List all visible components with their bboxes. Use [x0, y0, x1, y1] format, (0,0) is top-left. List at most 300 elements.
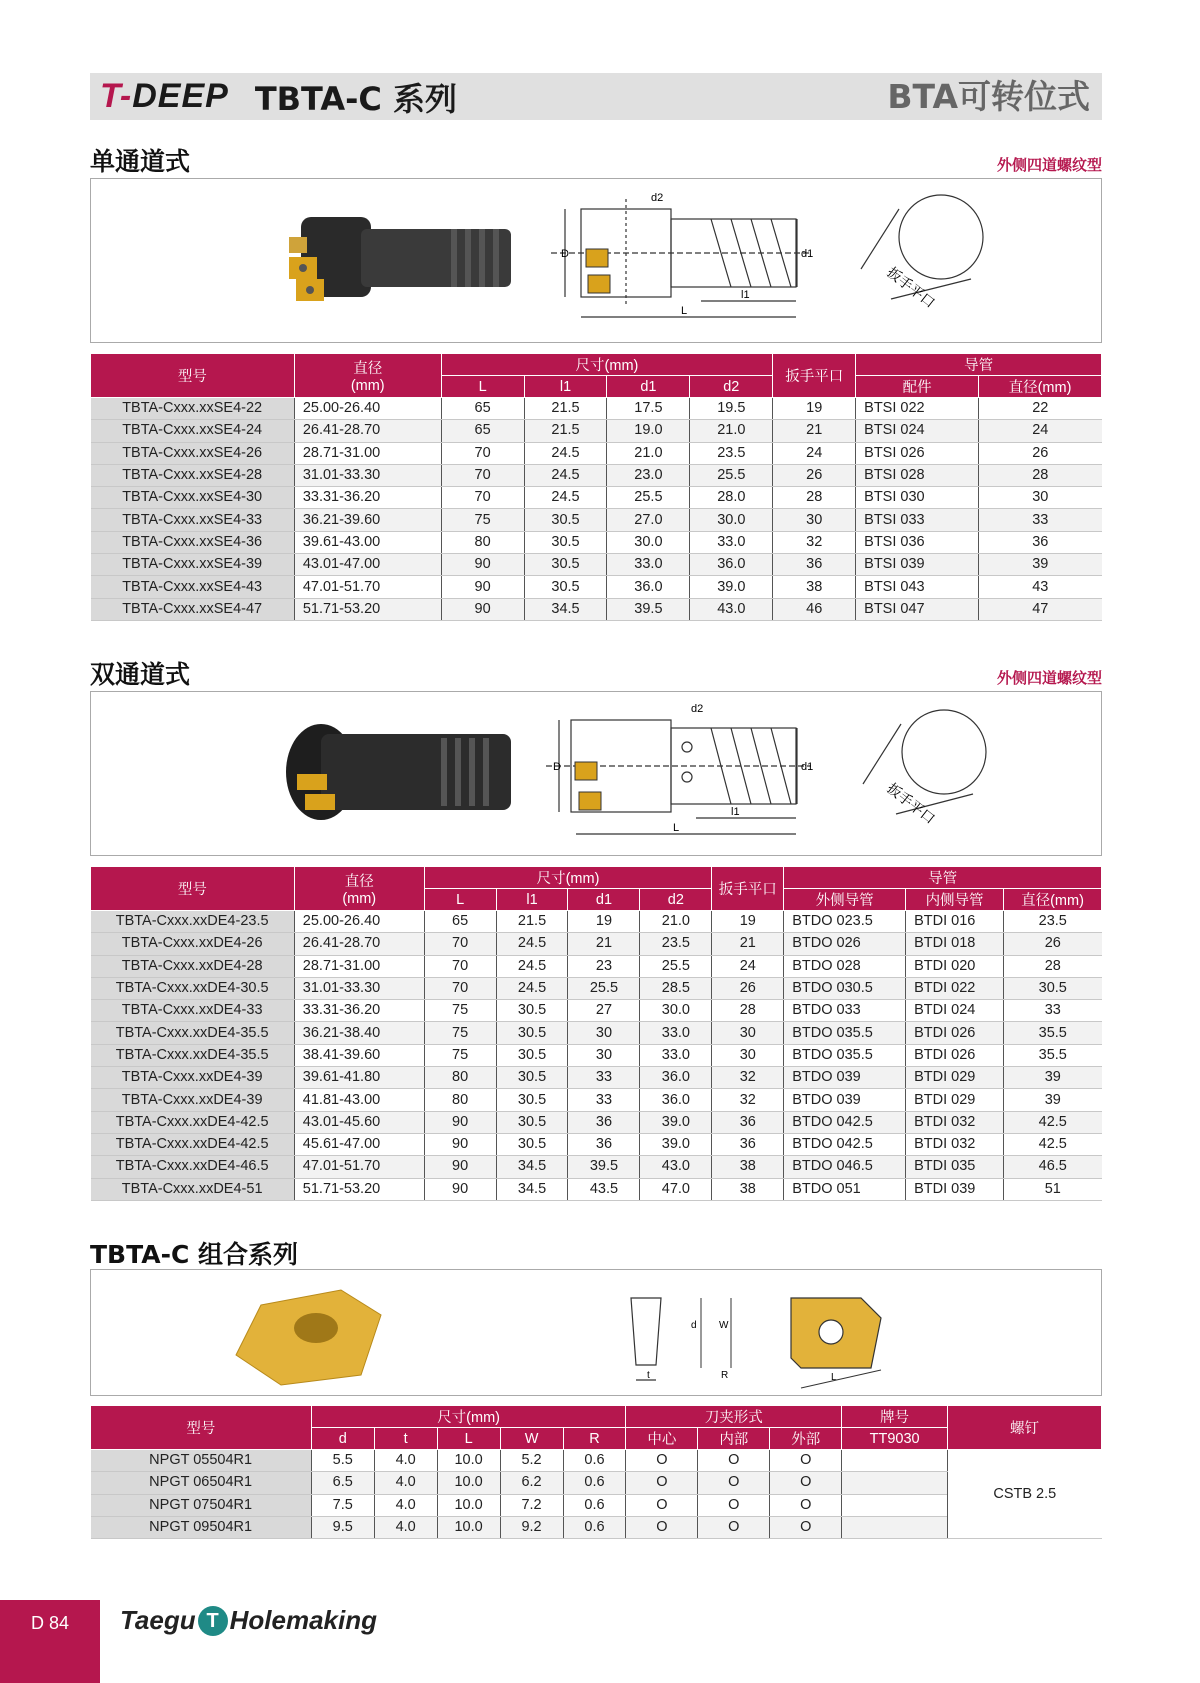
table-cell: 9.2 — [500, 1516, 563, 1538]
dim-d2-label-2: d2 — [691, 703, 704, 715]
table-cell: BTDO 030.5 — [784, 977, 906, 999]
table-cell: 32 — [773, 531, 856, 553]
table-cell: O — [770, 1516, 842, 1538]
table-row — [91, 1111, 1102, 1133]
dim-t-label: t — [647, 1370, 650, 1381]
table-cell: 32 — [712, 1089, 784, 1111]
table-cell: 33.0 — [640, 1022, 712, 1044]
dim-L-label-2: L — [673, 822, 680, 834]
table-row — [91, 487, 1102, 509]
table-cell: TBTA-Cxxx.xxDE4-28 — [91, 955, 295, 977]
table-cell: BTDO 042.5 — [784, 1111, 906, 1133]
insert-top-2 — [575, 762, 597, 780]
table-cell: 30 — [568, 1022, 640, 1044]
table-cell: BTSI 030 — [856, 487, 979, 509]
table-row — [91, 1000, 1102, 1022]
table-cell: 36 — [568, 1111, 640, 1133]
th-holder-type: 刀夹形式 — [626, 1406, 842, 1428]
table-cell: 90 — [424, 1156, 496, 1178]
screw-cell: CSTB 2.5 — [948, 1450, 1102, 1539]
table-cell: 24.5 — [524, 442, 607, 464]
dim-d2-label: d2 — [651, 192, 664, 204]
grade-cell — [842, 1494, 948, 1516]
table-cell: 4.0 — [374, 1450, 437, 1472]
table-cell: TBTA-Cxxx.xxDE4-39 — [91, 1089, 295, 1111]
table-cell: 24.5 — [496, 955, 568, 977]
table-cell: 36.0 — [640, 1067, 712, 1089]
th-d2-2: d2 — [640, 889, 712, 911]
table-cell: 47 — [979, 598, 1102, 620]
table-cell: 21.0 — [640, 911, 712, 933]
section2-title: 双通道式 — [90, 660, 191, 689]
table-cell: 17.5 — [607, 398, 690, 420]
table-cell: O — [626, 1472, 698, 1494]
table-cell: 90 — [441, 554, 524, 576]
table-cell: 28 — [1004, 955, 1102, 977]
table-cell: BTDO 042.5 — [784, 1133, 906, 1155]
table-cell: BTDI 035 — [906, 1156, 1004, 1178]
table-cell: BTDI 029 — [906, 1089, 1004, 1111]
table-cell: 45.61-47.00 — [294, 1133, 424, 1155]
table-cell: 33 — [1004, 1000, 1102, 1022]
table-cell: 70 — [424, 955, 496, 977]
table-row — [91, 1067, 1102, 1089]
th-inner: 内部 — [698, 1428, 770, 1450]
th-t-3: t — [374, 1428, 437, 1450]
table-cell: 47.0 — [640, 1178, 712, 1200]
table-cell: O — [770, 1494, 842, 1516]
header-band — [90, 73, 1102, 120]
table-cell: 35.5 — [1004, 1044, 1102, 1066]
table-cell: O — [698, 1516, 770, 1538]
table-cell: 19 — [712, 911, 784, 933]
table-cell: 25.00-26.40 — [294, 911, 424, 933]
table-cell: BTDO 033 — [784, 1000, 906, 1022]
table-cell: 10.0 — [437, 1516, 500, 1538]
table-cell: TBTA-Cxxx.xxSE4-30 — [91, 487, 295, 509]
dim-L-label-3: L — [831, 1372, 837, 1383]
section2-figure — [90, 691, 1102, 856]
table-cell: BTDO 035.5 — [784, 1022, 906, 1044]
table-cell: 25.00-26.40 — [294, 398, 441, 420]
table-cell: 19.0 — [607, 420, 690, 442]
table-cell: 80 — [424, 1067, 496, 1089]
table-cell: 90 — [441, 598, 524, 620]
table-cell: TBTA-Cxxx.xxDE4-26 — [91, 933, 295, 955]
th-guide-dia-2: 直径(mm) — [1004, 889, 1102, 911]
drill-end-view-drawing-2 — [863, 710, 986, 814]
dim-W-label: W — [719, 1320, 729, 1331]
table-cell: 21 — [568, 933, 640, 955]
table-cell: BTSI 043 — [856, 576, 979, 598]
table-cell: 24 — [979, 420, 1102, 442]
table-cell: TBTA-Cxxx.xxSE4-22 — [91, 398, 295, 420]
table-cell: BTDI 039 — [906, 1178, 1004, 1200]
table-cell: 46 — [773, 598, 856, 620]
table-cell: 30.5 — [524, 576, 607, 598]
th-guide: 导管 — [856, 354, 1102, 376]
table-cell: 26 — [1004, 933, 1102, 955]
dim-d1-label: d1 — [801, 248, 814, 260]
table-cell: O — [770, 1450, 842, 1472]
table-cell: 23.5 — [640, 933, 712, 955]
table-cell: 26 — [979, 442, 1102, 464]
table-cell: 30.5 — [496, 1067, 568, 1089]
table-cell: 6.2 — [500, 1472, 563, 1494]
table-row — [91, 911, 1102, 933]
logo-rest: DEEP — [132, 77, 229, 115]
th-outer: 外部 — [770, 1428, 842, 1450]
th-l1-2: l1 — [496, 889, 568, 911]
th-dimensions: 尺寸(mm) — [441, 354, 773, 376]
table-cell: 7.2 — [500, 1494, 563, 1516]
table-cell: 70 — [441, 464, 524, 486]
table-cell: 10.0 — [437, 1472, 500, 1494]
th-wrench-flat: 扳手平口 — [773, 354, 856, 398]
table-row — [91, 509, 1102, 531]
table-cell: 30 — [712, 1022, 784, 1044]
table-cell: 42.5 — [1004, 1133, 1102, 1155]
table-cell: 0.6 — [563, 1516, 626, 1538]
th-outer-guide: 外侧导管 — [784, 889, 906, 911]
table-cell: TBTA-Cxxx.xxSE4-24 — [91, 420, 295, 442]
table-cell: 28.5 — [640, 977, 712, 999]
wrench-flat-label-2: 扳手平口 — [883, 780, 938, 828]
table-cell: BTDO 039 — [784, 1067, 906, 1089]
table-cell: 36.21-39.60 — [294, 509, 441, 531]
table-cell: 19.5 — [690, 398, 773, 420]
table-cell: BTSI 033 — [856, 509, 979, 531]
table-cell: 7.5 — [311, 1494, 374, 1516]
table-cell: 70 — [424, 977, 496, 999]
table-cell: 33 — [568, 1067, 640, 1089]
table-cell: BTDO 039 — [784, 1089, 906, 1111]
table-cell: 39.0 — [640, 1133, 712, 1155]
table-cell: 28 — [712, 1000, 784, 1022]
table-cell: NPGT 09504R1 — [91, 1516, 312, 1538]
table-cell: 4.0 — [374, 1472, 437, 1494]
table-cell: 30 — [568, 1044, 640, 1066]
table-cell: O — [626, 1450, 698, 1472]
table-cell: 80 — [441, 531, 524, 553]
table-cell: TBTA-Cxxx.xxDE4-42.5 — [91, 1133, 295, 1155]
table-cell: 30.5 — [524, 531, 607, 553]
table-cell: 35.5 — [1004, 1022, 1102, 1044]
table-cell: 10.0 — [437, 1450, 500, 1472]
th-dimensions-2: 尺寸(mm) — [424, 867, 712, 889]
section1-tag: 外侧四道螺纹型 — [996, 156, 1102, 174]
table-cell: 38 — [712, 1178, 784, 1200]
dim-l1-label: l1 — [741, 289, 750, 301]
table-cell: 4.0 — [374, 1494, 437, 1516]
table-cell: 30.5 — [496, 1111, 568, 1133]
grade-cell — [842, 1516, 948, 1538]
table-cell: 30.0 — [690, 509, 773, 531]
table-cell: 22 — [979, 398, 1102, 420]
table-cell: 28 — [773, 487, 856, 509]
table-cell: 38.41-39.60 — [294, 1044, 424, 1066]
th-grade-name: TT9030 — [842, 1428, 948, 1450]
table-cell: 39 — [1004, 1067, 1102, 1089]
table-cell: TBTA-Cxxx.xxSE4-33 — [91, 509, 295, 531]
table-cell: 30.0 — [607, 531, 690, 553]
table-cell: 31.01-33.30 — [294, 977, 424, 999]
table-cell: TBTA-Cxxx.xxDE4-51 — [91, 1178, 295, 1200]
table-cell: 24.5 — [524, 464, 607, 486]
table-cell: TBTA-Cxxx.xxDE4-35.5 — [91, 1022, 295, 1044]
table-row — [91, 1178, 1102, 1200]
table-cell: 38 — [712, 1156, 784, 1178]
table-cell: 43.01-45.60 — [294, 1111, 424, 1133]
table-cell: 65 — [441, 398, 524, 420]
insert-photo — [236, 1290, 381, 1385]
table-cell: 41.81-43.00 — [294, 1089, 424, 1111]
grade-cell — [842, 1472, 948, 1494]
table-cell: 25.5 — [690, 464, 773, 486]
table-cell: 30 — [979, 487, 1102, 509]
table-cell: BTDI 032 — [906, 1111, 1004, 1133]
double-tube-drill-illustration — [91, 692, 1101, 855]
table-cell: 33 — [568, 1089, 640, 1111]
table-cell: 27.0 — [607, 509, 690, 531]
table-cell: BTSI 036 — [856, 531, 979, 553]
th-d1-2: d1 — [568, 889, 640, 911]
logo-t: T- — [100, 77, 133, 115]
table-cell: 42.5 — [1004, 1111, 1102, 1133]
table-row — [91, 1044, 1102, 1066]
table-cell: 5.5 — [311, 1450, 374, 1472]
footer-brand-logo — [120, 1605, 377, 1636]
category-title: BTA可转位式 — [887, 77, 1090, 116]
section1-title: 单通道式 — [90, 147, 191, 176]
th-wrench-flat-2: 扳手平口 — [712, 867, 784, 911]
table-cell: 24 — [773, 442, 856, 464]
table-cell: 25.5 — [568, 977, 640, 999]
table-cell: 51 — [1004, 1178, 1102, 1200]
insert-top-drawing — [791, 1298, 881, 1368]
table-cell: TBTA-Cxxx.xxDE4-30.5 — [91, 977, 295, 999]
table-cell: BTSI 026 — [856, 442, 979, 464]
th-model: 型号 — [91, 354, 295, 398]
th-diameter: 直径 (mm) — [294, 354, 441, 398]
brand-badge-icon: T — [198, 1606, 228, 1636]
table-row — [91, 1156, 1102, 1178]
section2-tag: 外侧四道螺纹型 — [996, 669, 1102, 687]
insert-illustration — [91, 1270, 1101, 1395]
table-cell: 19 — [773, 398, 856, 420]
table-cell: 23.5 — [1004, 911, 1102, 933]
table-cell: 33.0 — [607, 554, 690, 576]
table-row — [91, 420, 1102, 442]
th-diameter-2: 直径 (mm) — [294, 867, 424, 911]
table-cell: 21.5 — [524, 398, 607, 420]
table-cell: O — [698, 1494, 770, 1516]
th-d-3: d — [311, 1428, 374, 1450]
table-cell: 30.5 — [524, 554, 607, 576]
table-row — [91, 554, 1102, 576]
table-cell: 9.5 — [311, 1516, 374, 1538]
table-cell: 80 — [424, 1089, 496, 1111]
table-cell: 75 — [424, 1022, 496, 1044]
table-cell: 39 — [1004, 1089, 1102, 1111]
table-cell: 38 — [773, 576, 856, 598]
th-model-2: 型号 — [91, 867, 295, 911]
table-cell: 23.0 — [607, 464, 690, 486]
table-cell: 36 — [773, 554, 856, 576]
table-cell: BTDI 032 — [906, 1133, 1004, 1155]
table-cell: 39.5 — [607, 598, 690, 620]
table-cell: NPGT 07504R1 — [91, 1494, 312, 1516]
table-cell: 39.61-43.00 — [294, 531, 441, 553]
th-model-3: 型号 — [91, 1406, 312, 1450]
table-cell: 90 — [424, 1178, 496, 1200]
table-cell: TBTA-Cxxx.xxSE4-26 — [91, 442, 295, 464]
table-cell: 36 — [979, 531, 1102, 553]
brand-logo — [100, 77, 229, 116]
table-cell: 27 — [568, 1000, 640, 1022]
table-cell: 33 — [979, 509, 1102, 531]
table-row — [91, 576, 1102, 598]
grade-cell — [842, 1450, 948, 1472]
section3-figure — [90, 1269, 1102, 1396]
table-cell: 26 — [773, 464, 856, 486]
table-cell: 30.5 — [496, 1000, 568, 1022]
table-row — [91, 464, 1102, 486]
section1-figure — [90, 178, 1102, 343]
single-tube-drill-illustration — [91, 179, 1101, 342]
table-cell: TBTA-Cxxx.xxDE4-35.5 — [91, 1044, 295, 1066]
table-cell: O — [626, 1516, 698, 1538]
table-row — [91, 1022, 1102, 1044]
table-cell: 75 — [424, 1000, 496, 1022]
insert-side-drawing — [631, 1298, 661, 1380]
table-cell: 39 — [979, 554, 1102, 576]
table-cell: 43 — [979, 576, 1102, 598]
table-cell: 90 — [424, 1133, 496, 1155]
dim-R-label: R — [721, 1370, 729, 1381]
table-cell: 26 — [712, 977, 784, 999]
table-cell: 65 — [441, 420, 524, 442]
th-d2: d2 — [690, 376, 773, 398]
table-cell: 47.01-51.70 — [294, 1156, 424, 1178]
table-cell: 5.2 — [500, 1450, 563, 1472]
brand-b: Holemaking — [229, 1605, 377, 1635]
dim-d-label: d — [691, 1320, 697, 1331]
th-L-2: L — [424, 889, 496, 911]
section2-spec-table — [90, 866, 1102, 1201]
table-cell: 34.5 — [496, 1156, 568, 1178]
section1-spec-table — [90, 353, 1102, 621]
th-L-3: L — [437, 1428, 500, 1450]
table-cell: BTDI 026 — [906, 1022, 1004, 1044]
table-cell: TBTA-Cxxx.xxDE4-33 — [91, 1000, 295, 1022]
table-cell: 24.5 — [524, 487, 607, 509]
table-row — [91, 598, 1102, 620]
th-d1: d1 — [607, 376, 690, 398]
section3-spec-table — [90, 1405, 1102, 1539]
table-cell: BTDI 020 — [906, 955, 1004, 977]
brand-a: Taegu — [120, 1605, 196, 1635]
table-cell: 21 — [773, 420, 856, 442]
insert-bottom — [588, 275, 610, 293]
table-cell: 90 — [441, 576, 524, 598]
table-cell: 47.01-51.70 — [294, 576, 441, 598]
table-cell: 36.21-38.40 — [294, 1022, 424, 1044]
th-W-3: W — [500, 1428, 563, 1450]
table-cell: 30.5 — [496, 1089, 568, 1111]
table-cell: 21 — [712, 933, 784, 955]
table-cell: 30.5 — [496, 1022, 568, 1044]
table-cell: 75 — [441, 509, 524, 531]
table-row — [91, 1089, 1102, 1111]
table-row — [91, 1450, 1102, 1472]
table-cell: TBTA-Cxxx.xxDE4-46.5 — [91, 1156, 295, 1178]
table-cell: 21.0 — [690, 420, 773, 442]
table-cell: BTSI 039 — [856, 554, 979, 576]
table-cell: 26.41-28.70 — [294, 933, 424, 955]
table-cell: 43.01-47.00 — [294, 554, 441, 576]
dim-D-label-2: D — [553, 761, 561, 773]
drill-end-view-drawing — [861, 195, 983, 299]
table-cell: BTDI 022 — [906, 977, 1004, 999]
table-cell: O — [626, 1494, 698, 1516]
drill-head-photo-2 — [286, 724, 511, 820]
table-cell: 30.5 — [524, 509, 607, 531]
th-dimensions-3: 尺寸(mm) — [311, 1406, 626, 1428]
table-cell: 30 — [773, 509, 856, 531]
table-cell: 0.6 — [563, 1472, 626, 1494]
table-cell: 43.0 — [640, 1156, 712, 1178]
table-cell: 34.5 — [524, 598, 607, 620]
table-cell: 43.5 — [568, 1178, 640, 1200]
table-cell: 51.71-53.20 — [294, 598, 441, 620]
table-cell: BTSI 024 — [856, 420, 979, 442]
table-cell: 24.5 — [496, 977, 568, 999]
table-cell: TBTA-Cxxx.xxDE4-23.5 — [91, 911, 295, 933]
table-cell: BTDI 024 — [906, 1000, 1004, 1022]
table-cell: 39.0 — [640, 1111, 712, 1133]
table-row — [91, 1133, 1102, 1155]
page-number: D 84 — [30, 1613, 70, 1633]
table-cell: TBTA-Cxxx.xxSE4-47 — [91, 598, 295, 620]
table-cell: 0.6 — [563, 1450, 626, 1472]
table-row — [91, 977, 1102, 999]
table-cell: NPGT 05504R1 — [91, 1450, 312, 1472]
table-cell: 70 — [424, 933, 496, 955]
table-cell: 33.31-36.20 — [294, 1000, 424, 1022]
table-cell: 34.5 — [496, 1178, 568, 1200]
wrench-flat-label: 扳手平口 — [883, 264, 938, 312]
table-cell: TBTA-Cxxx.xxSE4-28 — [91, 464, 295, 486]
table-cell: 28.71-31.00 — [294, 955, 424, 977]
th-part: 配件 — [856, 376, 979, 398]
th-grade: 牌号 — [842, 1406, 948, 1428]
table-cell: BTDO 046.5 — [784, 1156, 906, 1178]
table-cell: O — [770, 1472, 842, 1494]
table-cell: 28.0 — [690, 487, 773, 509]
th-center: 中心 — [626, 1428, 698, 1450]
dim-l1-label-2: l1 — [731, 806, 740, 818]
table-cell: TBTA-Cxxx.xxDE4-39 — [91, 1067, 295, 1089]
table-cell: 46.5 — [1004, 1156, 1102, 1178]
table-cell: 36.0 — [607, 576, 690, 598]
table-cell: BTSI 028 — [856, 464, 979, 486]
table-cell: 75 — [424, 1044, 496, 1066]
table-cell: BTDO 028 — [784, 955, 906, 977]
drill-head-photo — [289, 217, 511, 301]
table-cell: BTDI 018 — [906, 933, 1004, 955]
table-cell: 30.5 — [1004, 977, 1102, 999]
